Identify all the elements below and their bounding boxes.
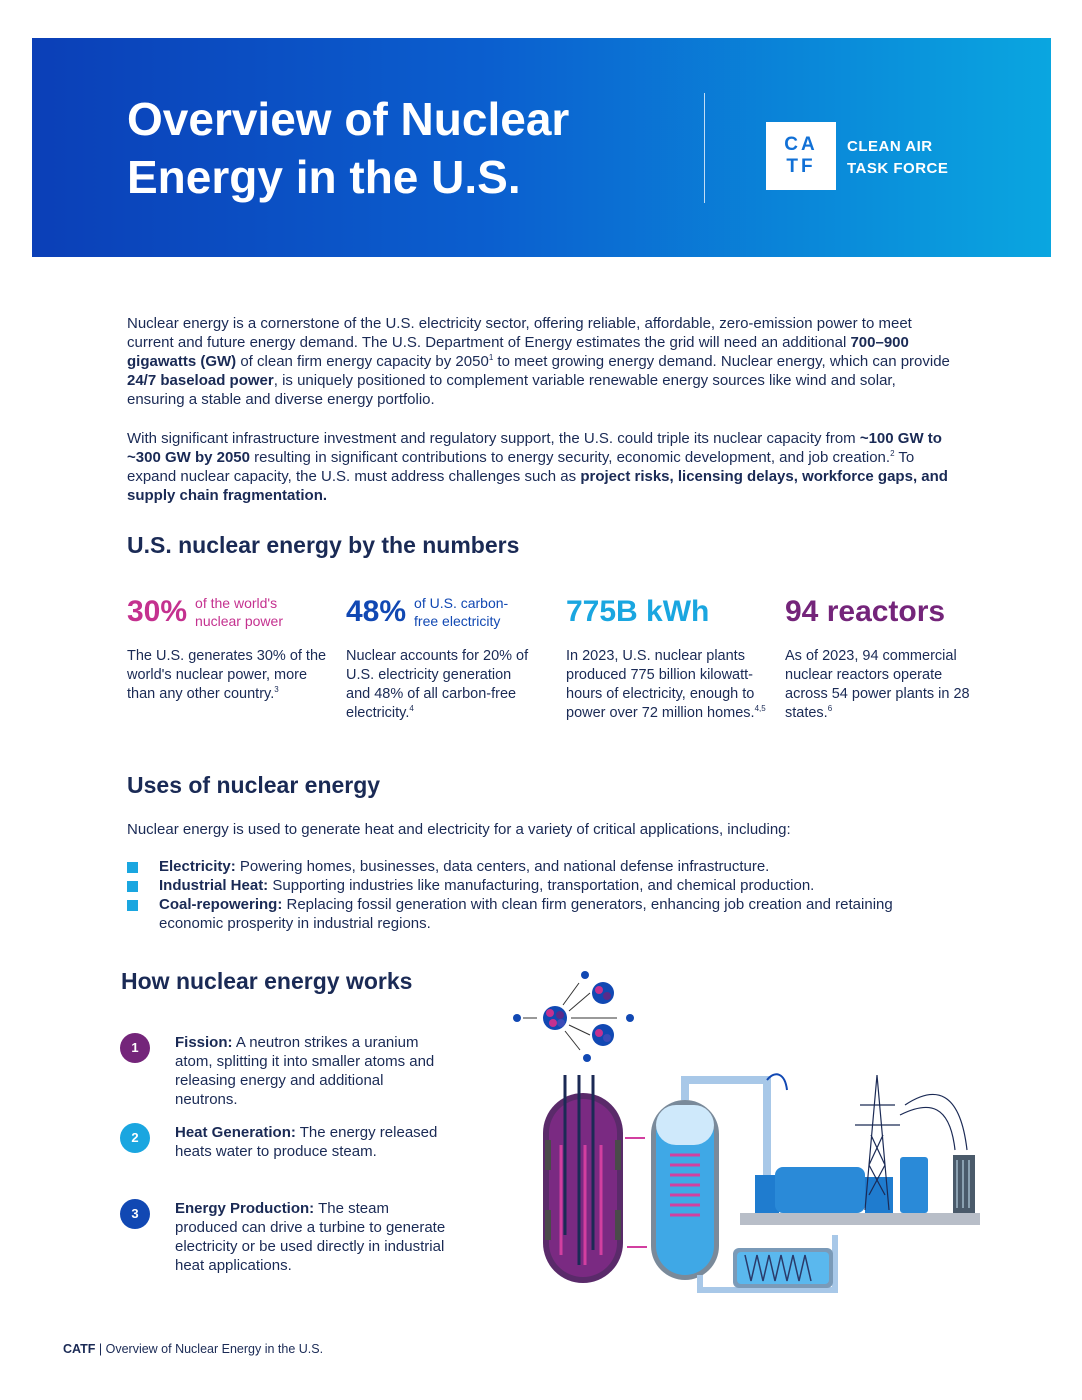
reactor-vessel-icon: [543, 1075, 623, 1283]
intro-paragraph-2: With significant infrastructure investment and regulatory support, the U.S. could triple its nuclear capacity from ~100 GW to ~300 GW by 2050 resulting in significant contributions to energy security, economic development, and job creation.$^2$ To expand nuclear capacity, the U.S. must address challenges such as project risks, licensing delays, workforce gaps, and supply chain fragmentation.: [127, 430, 948, 504]
org-name-line-2: TASK FORCE: [847, 160, 949, 177]
uses-list: [127, 857, 957, 933]
step-number-badge: 2: [120, 1123, 150, 1153]
page-footer: CATF | Overview of Nuclear Energy in the U.S.: [63, 1342, 324, 1356]
uses-heading: Uses of nuclear energy: [127, 772, 381, 798]
step-text: Fission: A neutron strikes a uranium atom, splitting it into smaller atoms and releasing energy and additional neutrons.: [175, 1034, 435, 1108]
logo-line-2: TF: [786, 156, 816, 177]
stat-reactors: [785, 592, 985, 721]
stat-description: Nuclear accounts for 20% of U.S. electricity generation and 48% of all carbon-free electricity.$^4$: [346, 648, 529, 721]
step-text: Heat Generation: The energy released heats water to produce steam.: [175, 1124, 438, 1160]
step-text: Energy Production: The steam produced can drive a turbine to generate electricity or be used directly in industrial heat applications.: [175, 1200, 446, 1274]
org-name: [847, 136, 948, 180]
stat-value: 94 reactors: [785, 595, 946, 628]
uses-intro: Nuclear energy is used to generate heat and electricity for a variety of critical applications, including:: [127, 821, 791, 838]
bullet-square-icon: [127, 900, 138, 911]
bullet-square-icon: [127, 862, 138, 873]
list-item: Industrial Heat: Supporting industries like manufacturing, transportation, and chemical production.: [127, 876, 957, 895]
stat-description: As of 2023, 94 commercial nuclear reactors operate across 54 power plants in 28 states.$^6$: [785, 648, 970, 721]
how-heading: How nuclear energy works: [121, 968, 413, 994]
page-title: Overview of Nuclear Energy in the U.S.: [127, 93, 570, 203]
stat-world-share: [127, 592, 327, 702]
header-divider: [704, 93, 705, 203]
stat-value: 775B kWh: [566, 595, 710, 628]
stat-value: 48%: [346, 595, 407, 628]
stat-label: of U.S. carbon-free electricity: [414, 595, 509, 629]
step-number-badge: 3: [120, 1199, 150, 1229]
condenser-icon: [733, 1248, 833, 1288]
stat-kwh: [566, 592, 766, 721]
fission-atom-icon: [513, 971, 634, 1062]
list-item: Coal-repowering: Replacing fossil generation with clean firm generators, enhancing job creation and retaining economic prosperity in industrial regions.: [127, 895, 957, 933]
stat-description: In 2023, U.S. nuclear plants produced 775 billion kilowatt-hours of electricity, enough to power over 72 million homes.$^{4,5}$: [566, 648, 766, 721]
nuclear-plant-illustration: [505, 965, 985, 1295]
stat-description: The U.S. generates 30% of the world's nuclear power, more than any other country.$^3$: [127, 648, 327, 702]
platform: [740, 1213, 980, 1225]
logo-line-1: CA: [784, 134, 818, 155]
turbine-icon: [755, 1157, 928, 1213]
catf-logo: [766, 122, 836, 190]
stat-value: 30%: [127, 595, 188, 628]
org-name-line-1: CLEAN AIR: [847, 138, 933, 155]
header-banner: [32, 38, 1051, 257]
list-item: Electricity: Powering homes, businesses, data centers, and national defense infrastructure.: [127, 857, 957, 876]
stat-label: of the world's nuclear power: [195, 595, 283, 629]
steam-generator-icon: [651, 1100, 719, 1280]
step-number-badge: 1: [120, 1033, 150, 1063]
numbers-heading: U.S. nuclear energy by the numbers: [127, 532, 520, 558]
stat-carbon-free: [346, 592, 546, 721]
intro-paragraph-1: Nuclear energy is a cornerstone of the U.S. electricity sector, offering reliable, affordable, zero-emission power to meet current and future energy demand. The U.S. Department of Energy estimates the grid will need an additional 700–900 gigawatts (GW) of clean firm energy capacity by 2050$^1$ to meet growing energy demand. Nuclear energy, which can provide 24/7 baseload power, is uniquely positioned to complement variable renewable energy sources like wind and solar, ensuring a stable and diverse energy portfolio.: [127, 315, 950, 408]
bullet-square-icon: [127, 881, 138, 892]
